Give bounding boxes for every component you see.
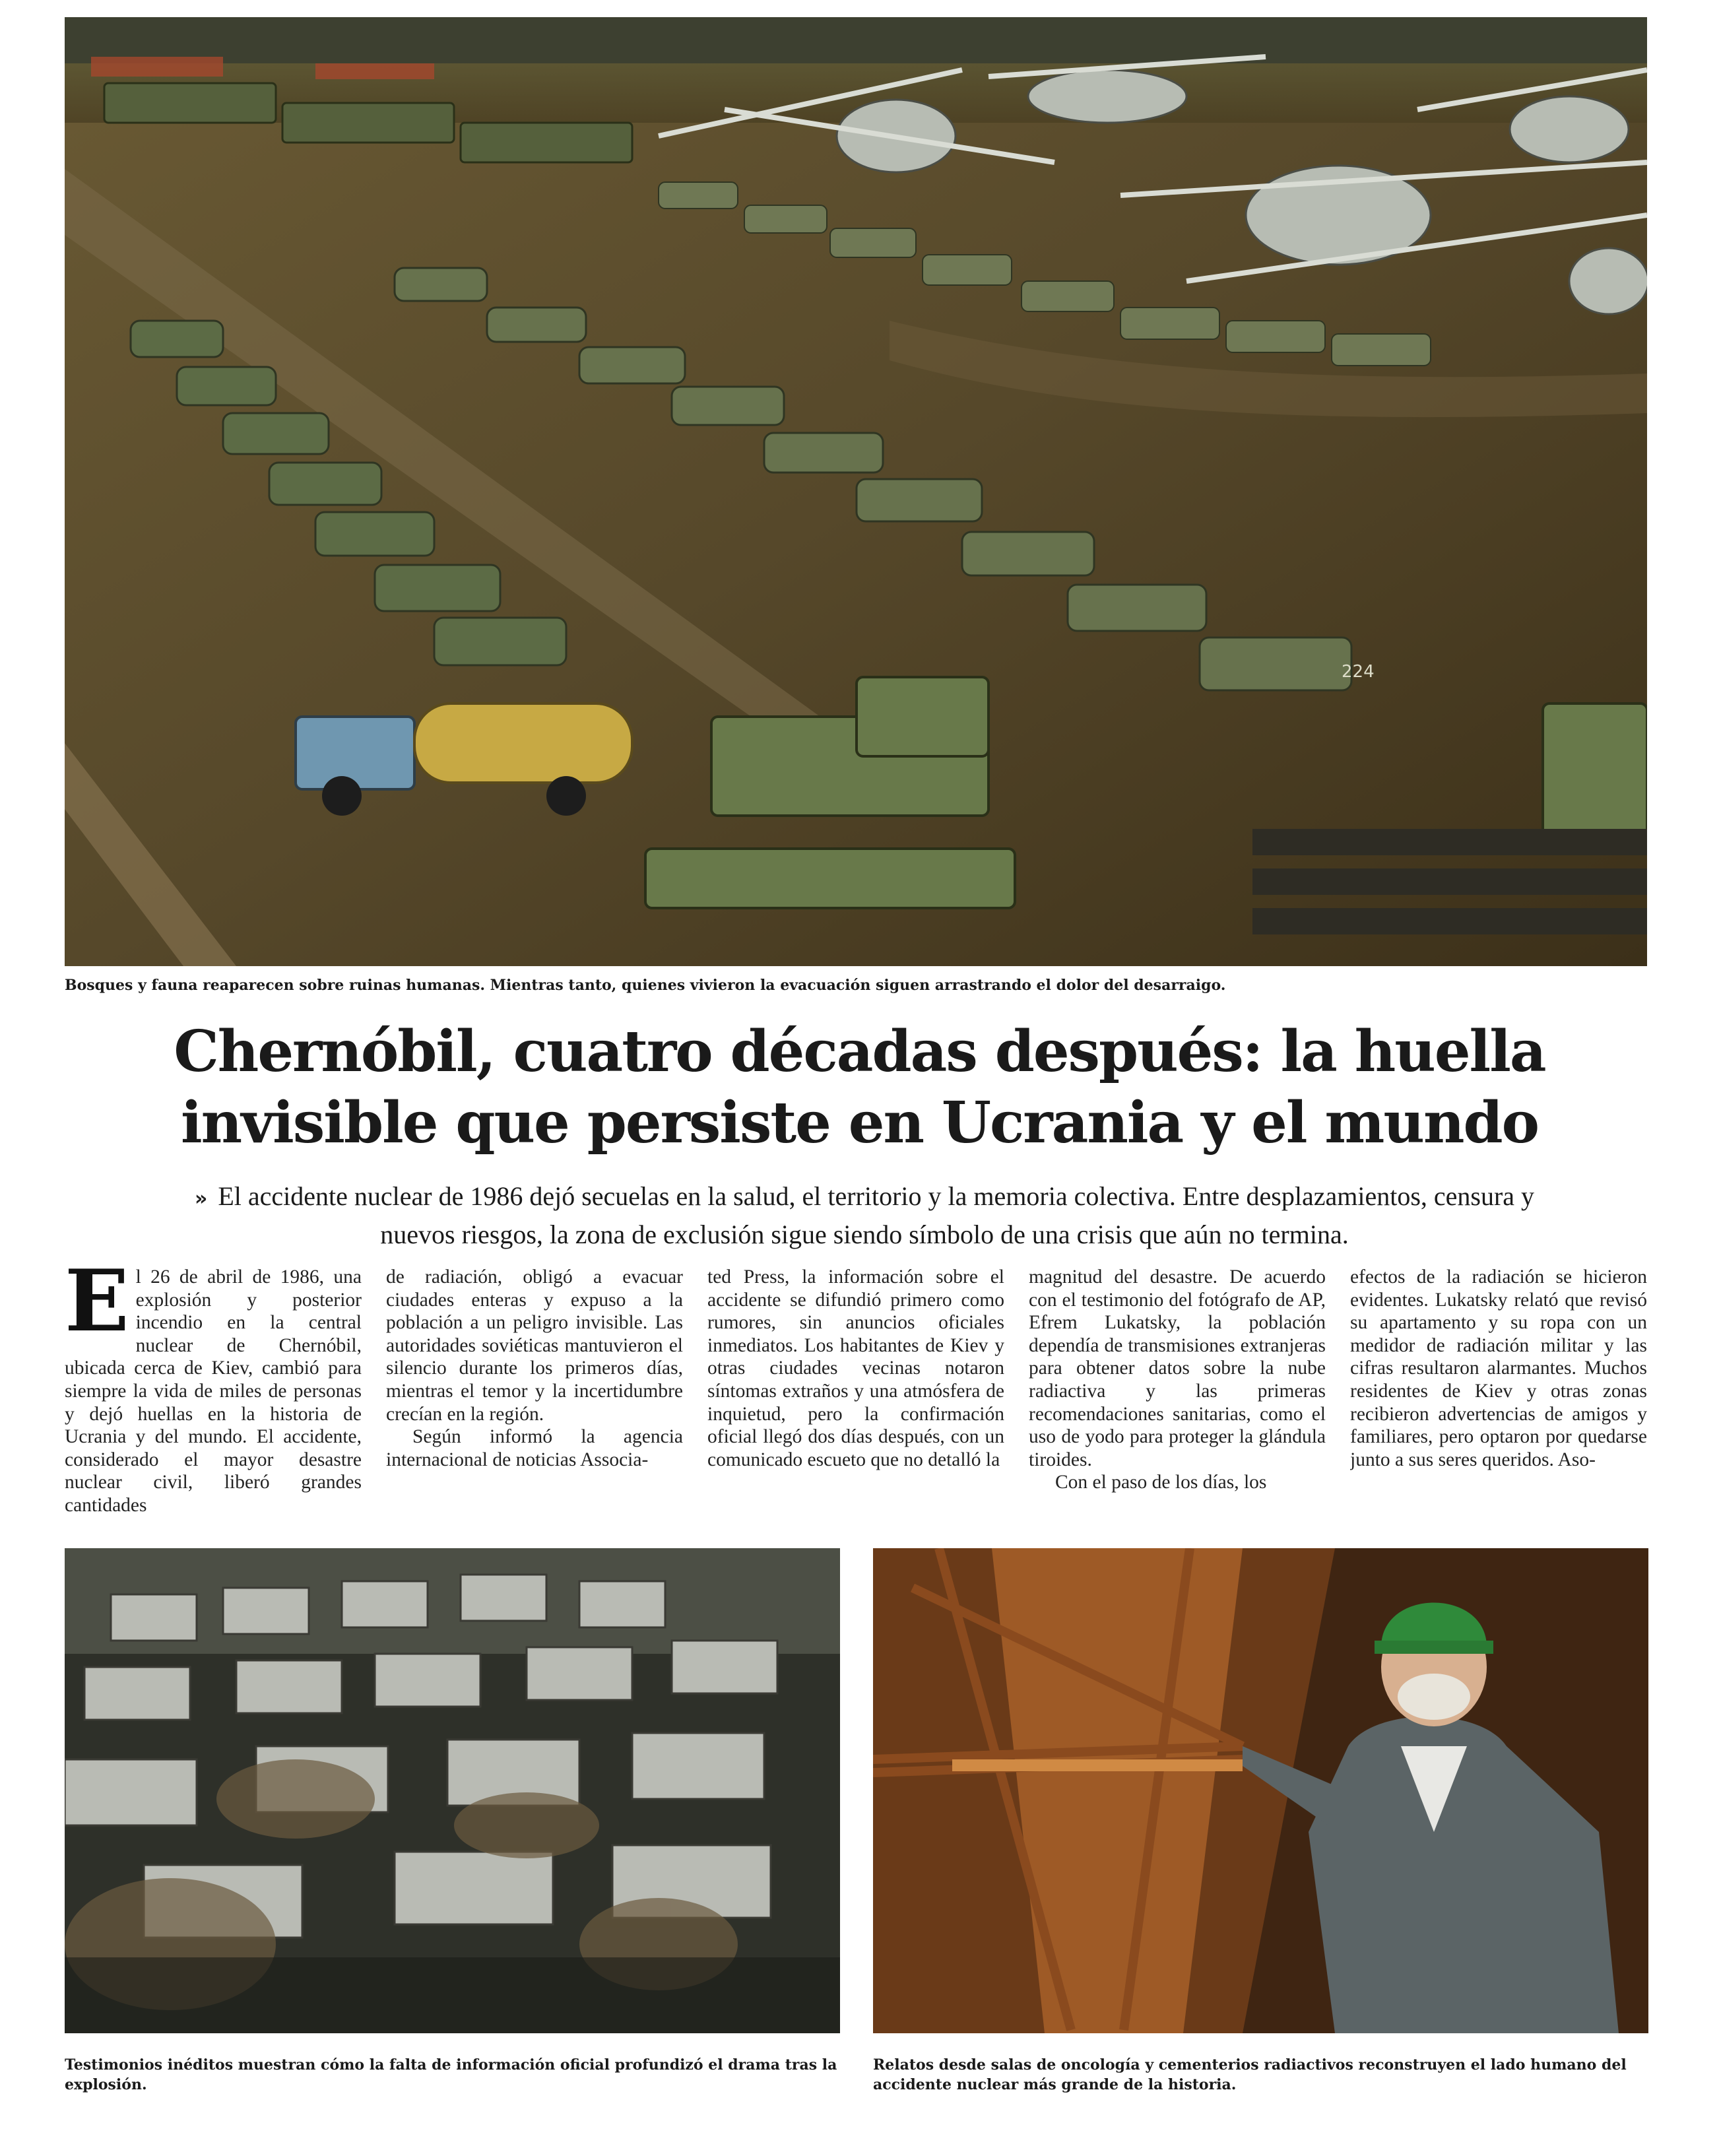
body-column-5 — [1350, 1266, 1647, 1523]
chevron-right-icon: » — [194, 1187, 208, 1210]
body-paragraph: magnitud del desastre. De acuerdo con el testimonio del fotógrafo de AP, Efrem Lukatsky, la población dependía de transmisiones extranjeras para obtener datos sobre la nube radiactiva y las primeras recomendaciones sanitarias, como el uso de yodo para proteger la glándula tiroides. — [1029, 1266, 1326, 1470]
body-paragraph: Según informó la agencia internacional de noticias Associa- — [386, 1426, 683, 1470]
hero-photo-caption: Bosques y fauna reaparecen sobre ruinas humanas. Mientras tanto, quienes vivieron la evacuación siguen arrastrando el dolor del desarraigo. — [65, 977, 1226, 994]
deck-text: El accidente nuclear de 1986 dejó secuelas en la salud, el territorio y la memoria colectiva. Entre desplazamientos, censura y nuevos riesgos, la zona de exclusión sigue siendo símbolo de una crisis que aún no termina. — [218, 1181, 1535, 1249]
body-paragraph: l 26 de abril de 1986, una explosión y posterior incendio en la central nuclear de Chernóbil, ubicada cerca de Kiev, cambió para siempre la vida de miles de personas y dejó huellas en la historia de Ucrania y del mundo. El accidente, considerado el mayor desastre nuclear civil, liberó grandes cantidades — [65, 1266, 362, 1516]
vehicle-number: 224 — [1342, 662, 1375, 682]
page-headline — [132, 1016, 1587, 1159]
article-body — [65, 1266, 1647, 1523]
headline-line-2: invisible que persiste en Ucrania y el mundo — [181, 1090, 1538, 1156]
body-paragraph: de radiación, obligó a evacuar ciudades enteras y expuso a la población a un peligro invisible. Las autoridades soviéticas mantuvieron el silencio durante los primeros días, mientras el temor y la incertidumbre crecían en la región. — [386, 1266, 683, 1425]
reactor-photo-illustration — [873, 1548, 1648, 2033]
body-paragraph: efectos de la radiación se hicieron evidentes. Lukatsky relató que revisó su apartamento y su ropa con un medidor de radiación militar y las cifras resultaron alarmantes. Muchos residentes de Kiev y otras zonas recibieron advertencias de amigos y familiares, pero optaron por quedarse junto a sus seres queridos. Aso- — [1350, 1266, 1647, 1470]
body-column-3 — [707, 1266, 1004, 1523]
article-deck — [158, 1179, 1571, 1253]
hero-photo-vehicle-graveyard — [65, 17, 1647, 966]
body-column-2 — [386, 1266, 683, 1523]
photo-right-caption: Relatos desde salas de oncología y cementerios radiactivos reconstruyen el lado humano del accidente nuclear más grande de la historia. — [873, 2056, 1627, 2093]
body-paragraph: ted Press, la información sobre el accidente se difundió primero como rumores, sin anuncios oficiales inmediatos. Los habitantes de Kiev y otras ciudades vecinas notaron síntomas extraños y una atmósfera de inquietud, pero la confirmación oficial llegó dos días después, con un comunicado escueto que no detalló la — [707, 1266, 1004, 1470]
headline-line-1: Chernóbil, cuatro décadas después: la huella — [174, 1018, 1545, 1085]
photo-reactor-worker — [873, 1548, 1648, 2033]
drop-cap: E — [65, 1266, 129, 1351]
body-column-1 — [65, 1266, 362, 1523]
photo-left-caption: Testimonios inéditos muestran cómo la falta de información oficial profundizó el drama tras la explosión. — [65, 2056, 837, 2093]
hero-photo-illustration — [65, 17, 1647, 966]
body-column-4 — [1029, 1266, 1326, 1523]
body-paragraph: Con el paso de los días, los — [1055, 1472, 1267, 1493]
nursery-photo-illustration — [65, 1548, 840, 2033]
photo-abandoned-nursery — [65, 1548, 840, 2033]
